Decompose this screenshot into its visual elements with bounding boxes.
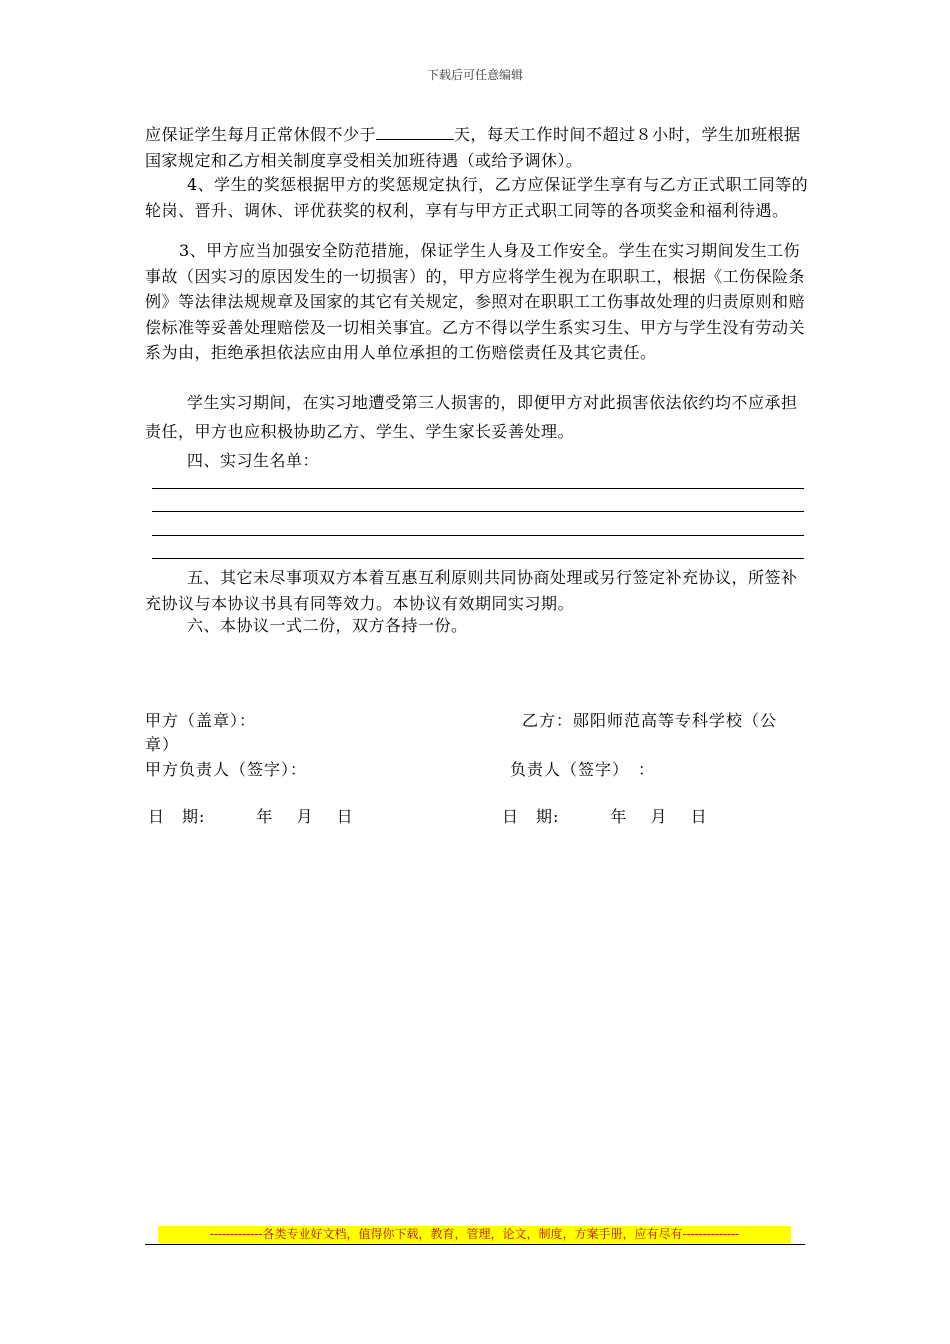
intern-list-line (152, 558, 804, 559)
rest-hours-text-start: 应保证学生每月正常休假不少于 (145, 125, 377, 144)
party-b-representative-label: 负责人（签字） ： (510, 760, 656, 779)
paragraph-copies: 六、本协议一式二份，双方各持一份。 (187, 616, 468, 635)
paragraph-other-matters: 五、其它未尽事项双方本着互惠互利原则共同协商处理或另行签定补充协议，所签补充协议与本协议书具有同等效力。本协议有效期同实习期。 (145, 568, 798, 613)
paragraph-rewards: 4、学生的奖惩根据甲方的奖惩规定执行，乙方应保证学生享有与乙方正式职工同等的轮岗、晋升、调休、评优获奖的权利，享有与甲方正式职工同等的各项奖金和福利待遇。 (145, 175, 809, 220)
party-a-seal-label: 甲方（盖章）： (145, 711, 257, 730)
footer-divider (145, 1244, 805, 1245)
party-a-representative-label: 甲方负责人（签字）： (145, 760, 308, 779)
intern-list-line (152, 488, 804, 489)
intern-list-line (152, 511, 804, 512)
header-note: 下载后可任意编辑 (426, 68, 523, 82)
party-a-date-label: 日 期: 年 月 日 (148, 807, 354, 826)
footer-banner: -------------各类专业好文档，值得你下载，教育，管理，论文，制度，方案手册，应有尽有-------------- (158, 1226, 791, 1243)
intern-list-heading: 四、实习生名单： (187, 451, 320, 470)
party-b-date-label: 日 期: 年 月 日 (502, 807, 708, 826)
party-b-seal-label: 乙方：郧阳师范高等专科学校（公 (522, 711, 778, 730)
rest-days-blank (376, 123, 454, 140)
party-b-seal-label-cont: 章） (145, 735, 180, 754)
paragraph-third-party: 学生实习期间，在实习地遭受第三人损害的，即便甲方对此损害依法依约均不应承担责任，甲方也应积极协助乙方、学生、学生家长妥善处理。 (145, 393, 798, 441)
paragraph-rest-hours (145, 122, 810, 173)
paragraph-safety: 3、甲方应当加强安全防范措施，保证学生人身及工作安全。学生在实习期间发生工伤事故（因实习的原因发生的一切损害）的，甲方应将学生视为在职职工，根据《工伤保险条例》等法律法规规章及国家的其它有关规定，参照对在职职工工伤事故处理的归责原则和赔偿标准等妥善处理赔偿及一切相关事宜。乙方不得以学生系实习生、甲方与学生没有劳动关系为由，拒绝承担依法应由用人单位承担的工伤赔偿责任及其它责任。 (145, 241, 806, 362)
intern-list-line (152, 535, 804, 536)
rest-hours-text-end: 天，每天工作时间不超过８小时，学生加班根据国家规定和乙方相关制度享受相关加班待遇（或给予调休）。 (145, 125, 801, 170)
